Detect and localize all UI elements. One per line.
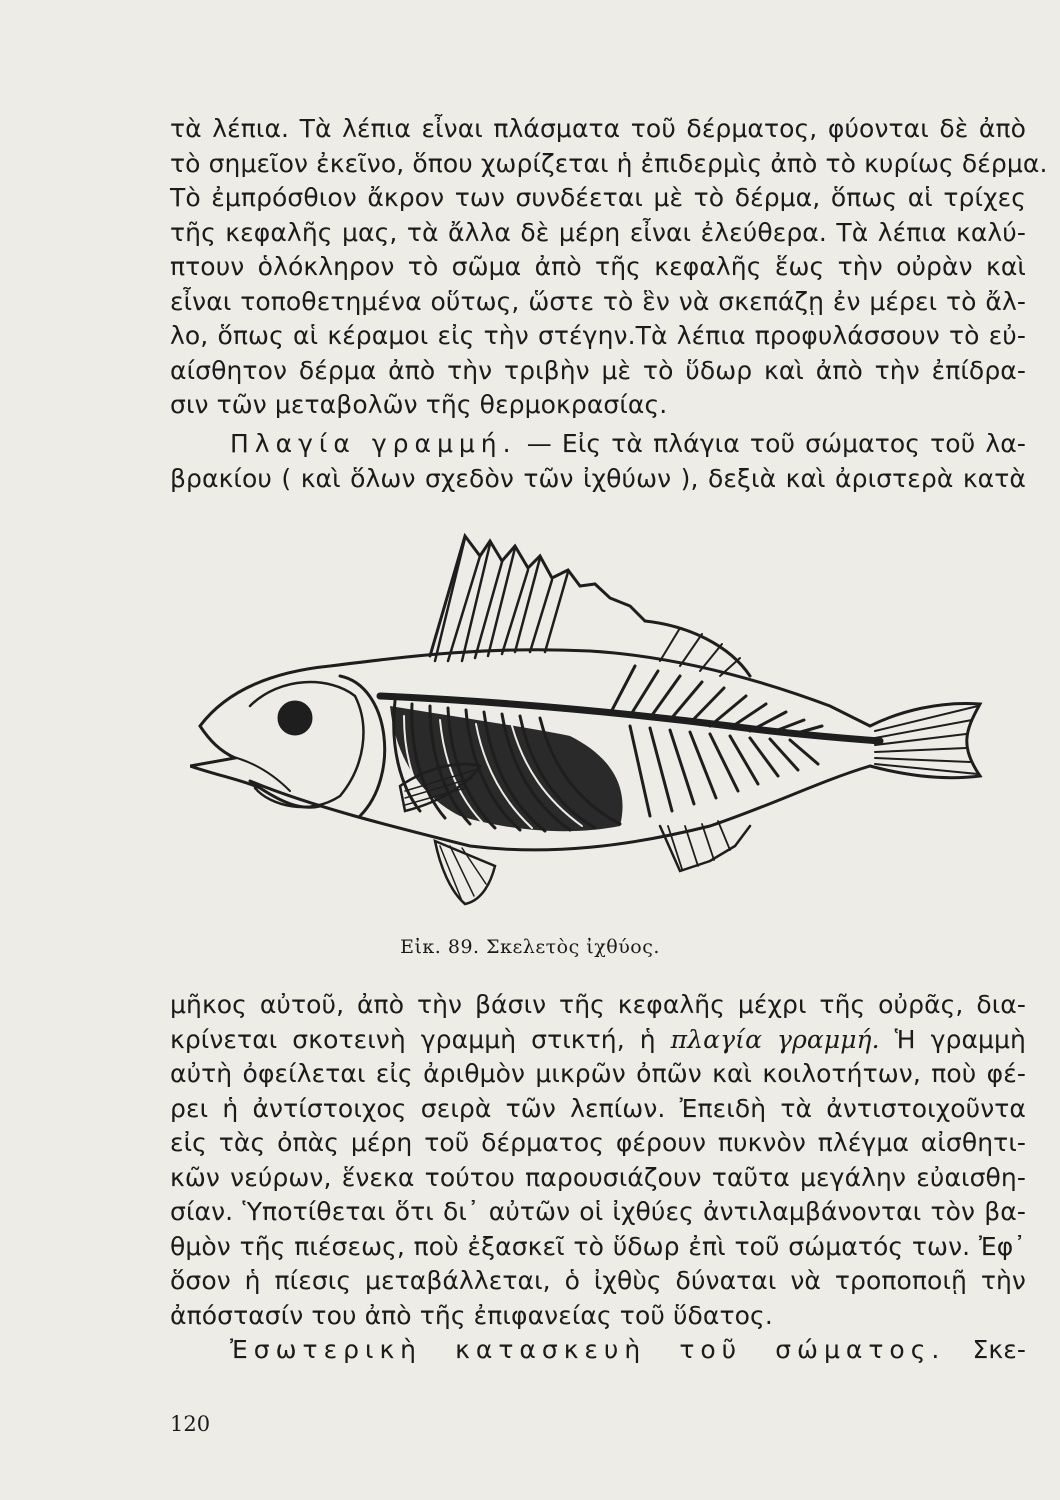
text-line: θμὸν τῆς πιέσεως, ποὺ ἐξασκεῖ τὸ ὕδωρ ἐπὶ τοῦ σώματός των. Ἐφ᾽	[170, 1231, 1026, 1261]
text-line: ὅσον ἡ πίεσις μεταβάλλεται, ὁ ἰχθὺς δύναται νὰ τροποποιῇ τὴν	[170, 1266, 1026, 1295]
text-line: ρει ἡ ἀντίστοιχος σειρὰ τῶν λεπίων. Ἐπειδὴ τὰ ἀντιστοιχοῦντα	[170, 1093, 1026, 1123]
text-line: αίσθητον δέρμα ἀπὸ τὴν τριβὴν μὲ τὸ ὕδωρ καὶ ἀπὸ τὴν ἐπίδρα-	[170, 355, 1026, 385]
text-line	[170, 1023, 1026, 1058]
text-line: σιν τῶν μεταβολῶν τῆς θερμοκρασίας.	[170, 390, 668, 419]
figure-caption: Εἰκ. 89. Σκελετὸς ἰχθύος.	[400, 936, 660, 958]
fish-skeleton-illustration	[190, 526, 1010, 926]
text-line: τὰ λέπια. Τὰ λέπια εἶναι πλάσματα τοῦ δέρματος, φύονται δὲ ἀπὸ	[170, 114, 1026, 143]
text-fragment: Ἡ γραμμὴ	[894, 1024, 1026, 1054]
text-line: λο, ὅπως αἱ κέραμοι εἰς τὴν στέγην.Τὰ λέπια προφυλάσσουν τὸ εὐ-	[170, 321, 1026, 350]
paragraph-lateral-line	[170, 988, 1026, 1368]
text-line: εἶναι τοποθετημένα οὕτως, ὥστε τὸ ἓν νὰ σκεπάζῃ ἐν μέρει τὸ ἄλ-	[170, 286, 1026, 316]
paragraph-lateral-line-intro	[170, 427, 1026, 496]
text-line: αὐτὴ ὀφείλεται εἰς ἀριθμὸν μικρῶν ὀπῶν καὶ κοιλοτήτων, ποὺ φέ-	[170, 1059, 1026, 1088]
text-line: Τὸ ἐμπρόσθιον ἄκρον των συνδέεται μὲ τὸ δέρμα, ὅπως αἱ τρίχες	[170, 183, 1026, 212]
section-heading-lateral-line: Πλαγία γραμμή.	[230, 429, 517, 458]
text-line: μῆκος αὐτοῦ, ἀπὸ τὴν βάσιν τῆς κεφαλῆς μέχρι τῆς οὐρᾶς, δια-	[170, 990, 1026, 1019]
paragraph-scales	[170, 112, 1048, 423]
text-line: πτουν ὁλόκληρον τὸ σῶμα ἀπὸ τῆς κεφαλῆς ἕως τὴν οὐρὰν καὶ	[170, 252, 1026, 281]
text-line: ἀπόστασίν του ἀπὸ τῆς ἐπιφανείας τοῦ ὕδατος.	[170, 1300, 773, 1330]
text-fragment: κρίνεται σκοτεινὴ γραμμὴ στικτή, ἡ	[170, 1024, 656, 1054]
text-line	[170, 427, 1026, 462]
page-number: 120	[170, 1412, 211, 1436]
text-line: τῆς κεφαλῆς μας, τὰ ἄλλα δὲ μέρη εἶναι ἐλεύθερα. Τὰ λέπια καλύ-	[170, 217, 1026, 247]
text-fragment: Σκε-	[972, 1335, 1026, 1364]
text-line: τὸ σημεῖον ἐκεῖνο, ὅπου χωρίζεται ἡ ἐπιδερμὶς ἀπὸ τὸ κυρίως δέρμα.	[170, 148, 1048, 178]
text-line: σίαν. Ὑποτίθεται ὅτι δι᾽ αὐτῶν οἱ ἰχθύες ἀντιλαμβάνονται τὸν βα-	[170, 1197, 1026, 1226]
section-heading-internal-structure: Ἐσωτερικὴ κατασκευὴ τοῦ σώματος.	[230, 1335, 946, 1364]
emphasis-term: πλαγία γραμμή.	[670, 1024, 880, 1054]
text-line: κῶν νεύρων, ἕνεκα τούτου παρουσιάζουν ταῦτα μεγάλην εὐαισθη-	[170, 1162, 1026, 1192]
text-line	[170, 1333, 1026, 1368]
text-line: βρακίου ( καὶ ὅλων σχεδὸν τῶν ἰχθύων ), δεξιὰ καὶ ἀριστερὰ κατὰ	[170, 463, 1026, 493]
text-line: εἰς τὰς ὀπὰς μέρη τοῦ δέρματος φέρουν πυκνὸν πλέγμα αἰσθητι-	[170, 1128, 1026, 1157]
text-fragment: — Εἰς τὰ πλάγια τοῦ σώματος τοῦ λα-	[526, 429, 1026, 458]
